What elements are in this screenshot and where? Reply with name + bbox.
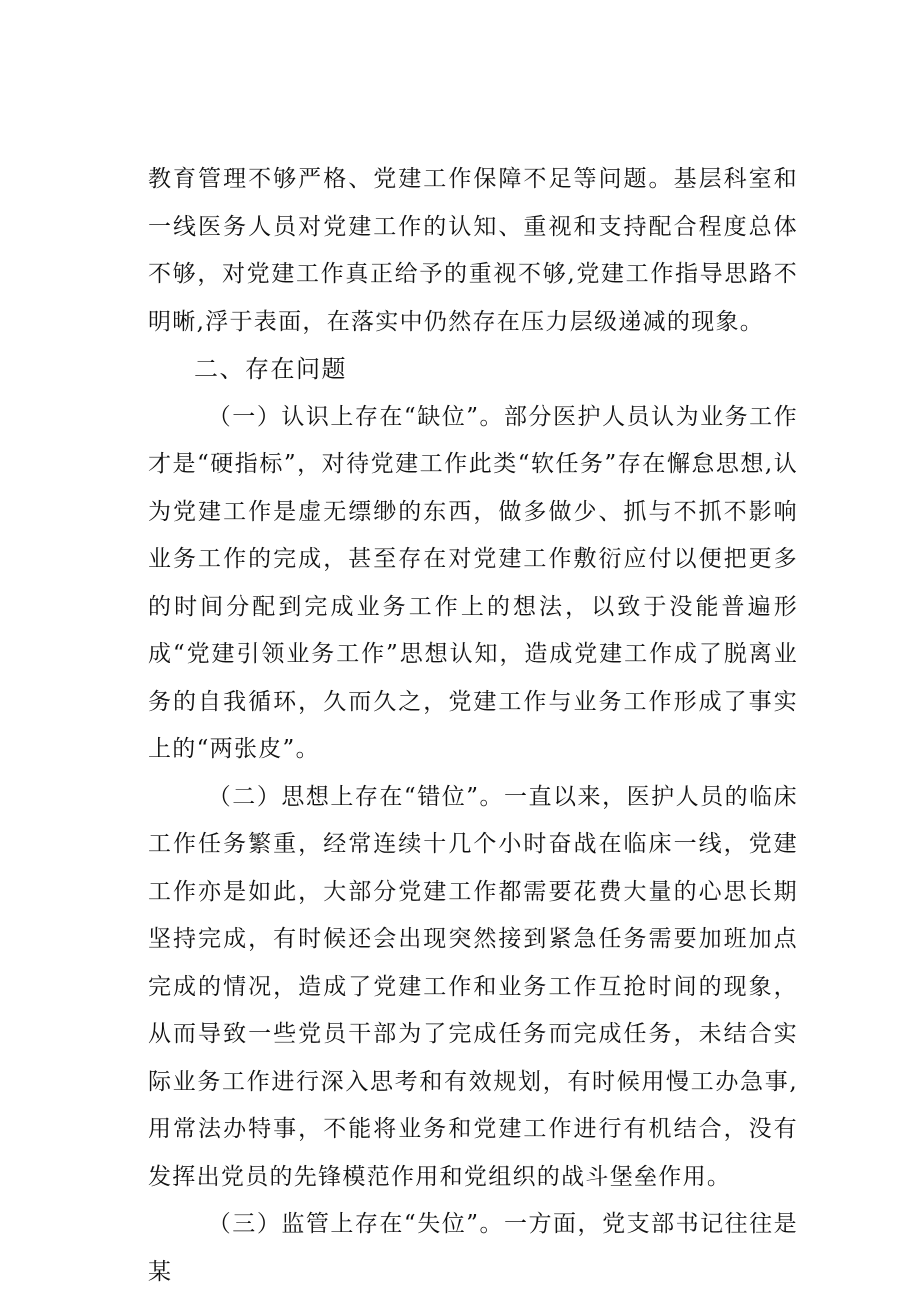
issue-paragraph-2: （二）思想上存在“错位”。一直以来，医护人员的临床工作任务繁重，经常连续十几个小时奋战在临床一线，党建工作亦是如此，大部分党建工作都需要花费大量的心思长期坚持完成，有时候还会出现突然接到紧急任务需要加班加点完成的情况，造成了党建工作和业务工作互抢时间的现象，从而导致一些党员干部为了完成任务而完成任务，未结合实际业务工作进行深入思考和有效规划，有时候用慢工办急事,用常法办特事，不能将业务和党建工作进行有机结合，没有发挥出党员的先锋模范作用和党组织的战斗堡垒作用。 [148,783,798,1190]
section-heading: 二、存在问题 [194,355,347,383]
issue-paragraph-1: （一）认识上存在“缺位”。部分医护人员认为业务工作才是“硬指标”，对待党建工作此类“软任务”存在懈怠思想,认为党建工作是虚无缥缈的东西，做多做少、抓与不抓不影响业务工作的完成，甚至存在对党建工作敷衍应付以便把更多的时间分配到完成业务工作上的想法，以致于没能普遍形成“党建引领业务工作”思想认知，造成党建工作成了脱离业务的自我循环，久而久之，党建工作与业务工作形成了事实上的“两张皮”。 [148,403,798,762]
document-body [148,156,798,1296]
continued-paragraph: 教育管理不够严格、党建工作保障不足等问题。基层科室和一线医务人员对党建工作的认知、重视和支持配合程度总体不够，对党建工作真正给予的重视不够,党建工作指导思路不明晰,浮于表面，在落实中仍然存在压力层级递减的现象。 [148,166,798,335]
issue-paragraph-3: （三）监管上存在“失位”。一方面，党支部书记往往是某 [148,1211,798,1285]
